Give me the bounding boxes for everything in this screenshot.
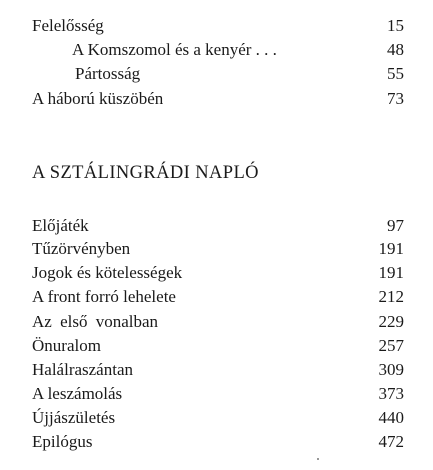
toc-entry-page: 257 bbox=[378, 336, 404, 355]
toc-entry bbox=[0, 310, 433, 334]
toc-entry-page: 191 bbox=[378, 239, 404, 258]
toc-entry-page: 212 bbox=[378, 287, 404, 306]
toc-entry-title: Pártosság bbox=[75, 64, 141, 83]
toc-entry-title: Epilógus bbox=[32, 432, 93, 451]
toc-entry-title: Felelősség bbox=[32, 16, 104, 35]
toc-entry-page: 440 bbox=[378, 408, 404, 427]
toc-entry-title: A leszámolás bbox=[32, 384, 123, 403]
toc-entry-title: Tűzörvényben bbox=[32, 239, 131, 258]
toc-entry bbox=[0, 38, 433, 62]
toc-entry-page: 309 bbox=[378, 360, 404, 379]
toc-entry-page: 229 bbox=[378, 312, 404, 331]
toc-entry-page: 97 bbox=[387, 216, 404, 235]
toc-entry-title: Előjáték bbox=[32, 216, 89, 235]
toc-entry-title: Jogok és kötelességek bbox=[32, 263, 183, 282]
toc-entry bbox=[0, 14, 433, 38]
toc-entry bbox=[0, 214, 433, 238]
toc-entry bbox=[0, 358, 433, 382]
toc-entry bbox=[0, 334, 433, 358]
toc-entry-page: 15 bbox=[387, 16, 404, 35]
toc-entry-page: 191 bbox=[378, 263, 404, 282]
toc-entry-title: Halálraszántan bbox=[32, 360, 133, 379]
toc-entry-title: A Komszomol és a kenyér . . . bbox=[72, 40, 277, 59]
toc-entry-title: Újjászületés bbox=[32, 408, 116, 427]
toc-entry bbox=[0, 406, 433, 430]
scan-speck bbox=[317, 458, 319, 460]
toc-entry-title: A háború küszöbén bbox=[32, 89, 164, 108]
toc-entry bbox=[0, 285, 433, 309]
toc-entry bbox=[0, 430, 433, 454]
toc-entry-page: 55 bbox=[387, 64, 404, 83]
toc-entry-page: 48 bbox=[387, 40, 404, 59]
section-title: A SZTÁLINGRÁDI NAPLÓ bbox=[32, 163, 259, 183]
toc-entry-title: A front forró lehelete bbox=[32, 287, 176, 306]
toc-entry bbox=[0, 237, 433, 261]
toc-entry bbox=[0, 382, 433, 406]
toc-entry bbox=[0, 261, 433, 285]
toc-entry-page: 373 bbox=[378, 384, 404, 403]
toc-entry bbox=[0, 87, 433, 111]
toc-entry-page: 472 bbox=[378, 432, 404, 451]
toc-entry bbox=[0, 62, 433, 86]
toc-entry-page: 73 bbox=[387, 89, 404, 108]
toc-entry-title: Az első vonalban bbox=[32, 312, 159, 331]
toc-entry-title: Önuralom bbox=[32, 336, 101, 355]
